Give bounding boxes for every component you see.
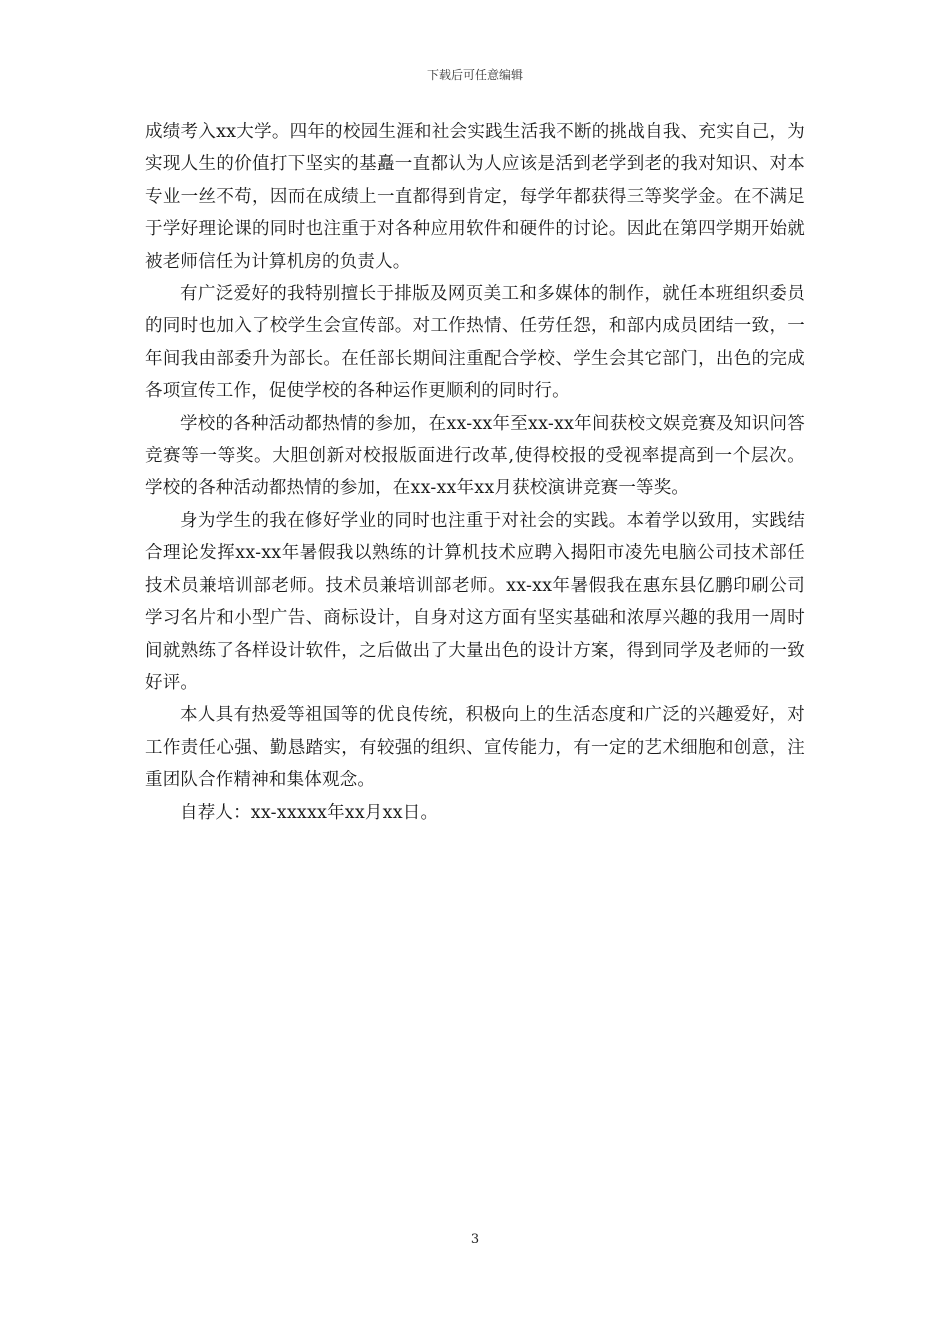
header-note: 下载后可任意编辑 [426, 68, 523, 82]
document-body [145, 116, 805, 829]
paragraph-education: 成绩考入xx大学。四年的校园生涯和社会实践生活我不断的挑战自我、充实自己，为实现人生的价值打下坚实的基矗一直都认为人应该是活到老学到老的我对知识、对本专业一丝不苟，因而在成绩上一直都得到肯定，每学年都获得三等奖学金。在不满足于学好理论课的同时也注重于对各种应用软件和硬件的讨论。因此在第四学期开始就被老师信任为计算机房的负责人。 [145, 122, 805, 272]
paragraph-activities: 学校的各种活动都热情的参加，在xx-xx年至xx-xx年间获校文娱竞赛及知识问答竞赛等一等奖。大胆创新对校报版面进行改革,使得校报的受视率提高到一个层次。学校的各种活动都热情的参加，在xx-xx年xx月获校演讲竞赛一等奖。 [145, 413, 805, 499]
page-number: 3 [470, 1232, 480, 1247]
signature-line: 自荐人：xx-xxxxx年xx月xx日。 [180, 802, 439, 823]
paragraph-qualities: 本人具有热爱等祖国等的优良传统，积极向上的生活态度和广泛的兴趣爱好，对工作责任心强、勤恳踏实，有较强的组织、宣传能力，有一定的艺术细胞和创意，注重团队合作精神和集体观念。 [145, 705, 805, 791]
paragraph-hobbies: 有广泛爱好的我特别擅长于排版及网页美工和多媒体的制作，就任本班组织委员的同时也加入了校学生会宣传部。对工作热情、任劳任怨，和部内成员团结一致，一年间我由部委升为部长。在任部长期间注重配合学校、学生会其它部门，出色的完成各项宣传工作，促使学校的各种运作更顺利的同时行。 [145, 284, 805, 402]
paragraph-practice: 身为学生的我在修好学业的同时也注重于对社会的实践。本着学以致用，实践结合理论发挥xx-xx年暑假我以熟练的计算机技术应聘入揭阳市凌先电脑公司技术部任技术员兼培训部老师。技术员兼培训部老师。xx-xx年暑假我在惠东县亿鹏印刷公司学习名片和小型广告、商标设计，自身对这方面有坚实基础和浓厚兴趣的我用一周时间就熟练了各样设计软件，之后做出了大量出色的设计方案，得到同学及老师的一致好评。 [145, 510, 805, 693]
